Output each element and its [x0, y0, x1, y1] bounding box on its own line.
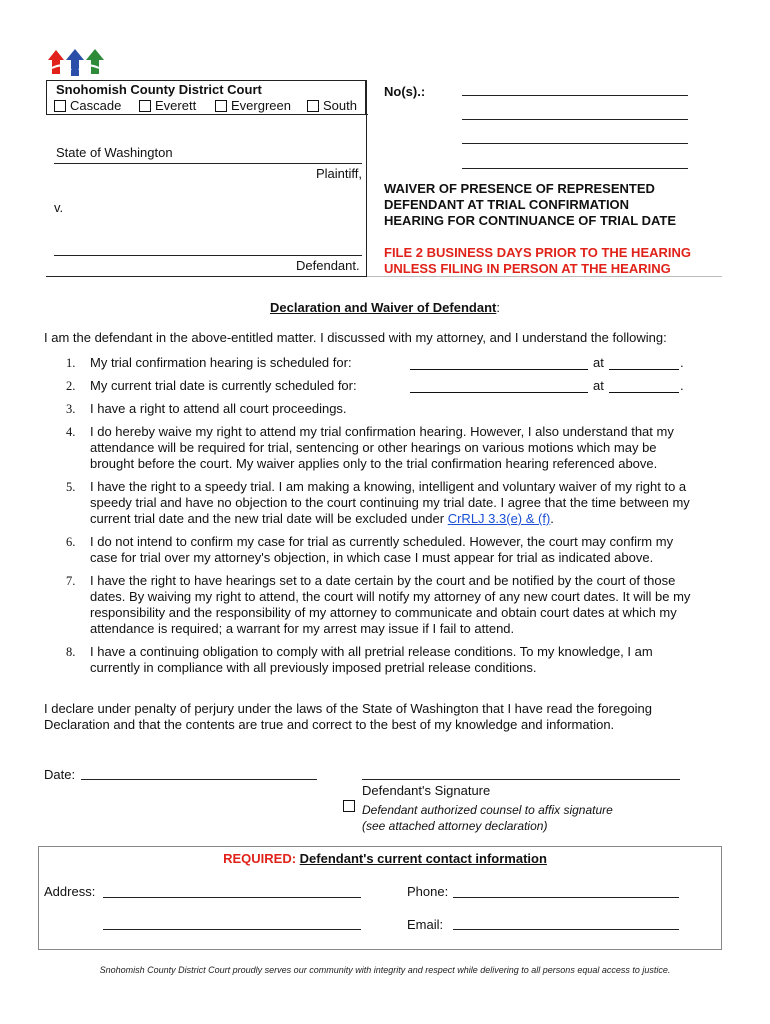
- list-item: 8. I have a continuing obligation to comply with all pretrial release conditions. To my knowledge, I am currently in compliance with all previously imposed pretrial release conditions.: [66, 644, 653, 675]
- plaintiff-name: State of Washington: [56, 145, 173, 160]
- phone-label: Phone:: [407, 884, 449, 899]
- location-evergreen[interactable]: Evergreen: [215, 98, 291, 113]
- list-item: 1. My trial confirmation hearing is scheduled for: at .: [66, 355, 684, 370]
- caption-bottom-line: [46, 276, 367, 277]
- checkbox-icon[interactable]: [139, 100, 151, 112]
- declaration-list: [44, 355, 704, 683]
- list-item: 4. I do hereby waive my right to attend my trial confirmation hearing. However, I also understand that my attendance will be required for trial, sentencing or other hearings on various motions which may be brought before the court. My waiver applies only to the trial confirmation hearing referenced above.: [66, 424, 674, 471]
- defendant-label: Defendant.: [296, 258, 360, 273]
- plaintiff-label: Plaintiff,: [316, 166, 363, 181]
- address-field-1[interactable]: [103, 897, 361, 898]
- authorized-counsel-text: Defendant authorized counsel to affix signature (see attached attorney declaration): [362, 803, 613, 833]
- document-title: WAIVER OF PRESENCE OF REPRESENTED DEFENDANT AT TRIAL CONFIRMATION HEARING FOR CONTINUANCE OF TRIAL DATE: [384, 181, 677, 228]
- list-item: 3. I have a right to attend all court proceedings.: [66, 401, 347, 416]
- list-item: 2. My current trial date is currently scheduled for: at .: [66, 378, 684, 393]
- phone-field[interactable]: [453, 897, 679, 898]
- footer-text: Snohomish County District Court proudly serves our community with integrity and respect while delivering to all persons equal access to justice.: [99, 965, 671, 975]
- case-number-field-4[interactable]: [462, 168, 688, 169]
- trial-date-field[interactable]: [410, 380, 588, 393]
- hearing-time-field[interactable]: [609, 357, 679, 370]
- case-number-field-2[interactable]: [462, 119, 688, 120]
- signature-label: Defendant's Signature: [362, 783, 491, 798]
- signature-field[interactable]: [362, 779, 680, 780]
- address-label: Address:: [44, 884, 96, 899]
- address-field-2[interactable]: [103, 929, 361, 930]
- trial-time-field[interactable]: [609, 380, 679, 393]
- list-item: 5. I have the right to a speedy trial. I am making a knowing, intelligent and voluntary waiver of my right to a speedy trial and have no objection to the court continuing my trial date. I agree that the time between my current trial date and the new trial date will be excluded under CrRLJ 3.3(e) & (f).: [66, 479, 690, 526]
- plaintiff-line: [54, 163, 362, 164]
- intro-text: I am the defendant in the above-entitled matter. I discussed with my attorney, and I understand the following:: [44, 330, 667, 345]
- court-logo-icon: [46, 46, 108, 80]
- crrlj-link[interactable]: CrRLJ 3.3(e) & (f): [447, 511, 551, 526]
- court-name: Snohomish County District Court: [56, 82, 262, 97]
- list-item: 7. I have the right to have hearings set to a date certain by the court and be notified by the court of those dates. By waiving my right to attend, the court will notify my attorney of any new court dates. It will be my responsibility and the responsibility of my attorney to communicate and obtain court dates at which my attendance is required; a warrant for my arrest may issue if I fail to attend.: [66, 573, 691, 636]
- location-cascade[interactable]: Cascade: [54, 98, 121, 113]
- contact-heading: REQUIRED: Defendant's current contact information: [223, 851, 547, 866]
- checkbox-icon[interactable]: [215, 100, 227, 112]
- email-field[interactable]: [453, 929, 679, 930]
- versus-label: v.: [54, 200, 64, 215]
- hearing-date-field[interactable]: [410, 357, 588, 370]
- list-item: 6. I do not intend to confirm my case for trial as currently scheduled. However, the court may confirm my case for trial over my attorney's objection, in which case I must appear for trial as indicated above.: [66, 534, 674, 565]
- caption-divider: [366, 80, 367, 276]
- email-label: Email:: [407, 917, 444, 932]
- declaration-text: I declare under penalty of perjury under the laws of the State of Washington that I have read the foregoing Declaration and that the contents are true and correct to the best of my knowledge and information.: [44, 701, 653, 732]
- checkbox-icon[interactable]: [54, 100, 66, 112]
- date-label: Date:: [44, 767, 76, 782]
- case-number-field-1[interactable]: [462, 95, 688, 96]
- defendant-name-field[interactable]: [54, 255, 362, 256]
- case-numbers-label: No(s).:: [384, 84, 426, 99]
- filing-notice: FILE 2 BUSINESS DAYS PRIOR TO THE HEARING UNLESS FILING IN PERSON AT THE HEARING: [384, 245, 691, 276]
- authorized-counsel-checkbox[interactable]: [343, 800, 355, 812]
- case-number-field-3[interactable]: [462, 143, 688, 144]
- divider: [46, 114, 366, 115]
- date-field[interactable]: [81, 779, 317, 780]
- location-everett[interactable]: Everett: [139, 98, 196, 113]
- section-heading: Declaration and Waiver of Defendant:: [270, 300, 500, 315]
- checkbox-icon[interactable]: [307, 100, 319, 112]
- location-south[interactable]: South: [307, 98, 357, 113]
